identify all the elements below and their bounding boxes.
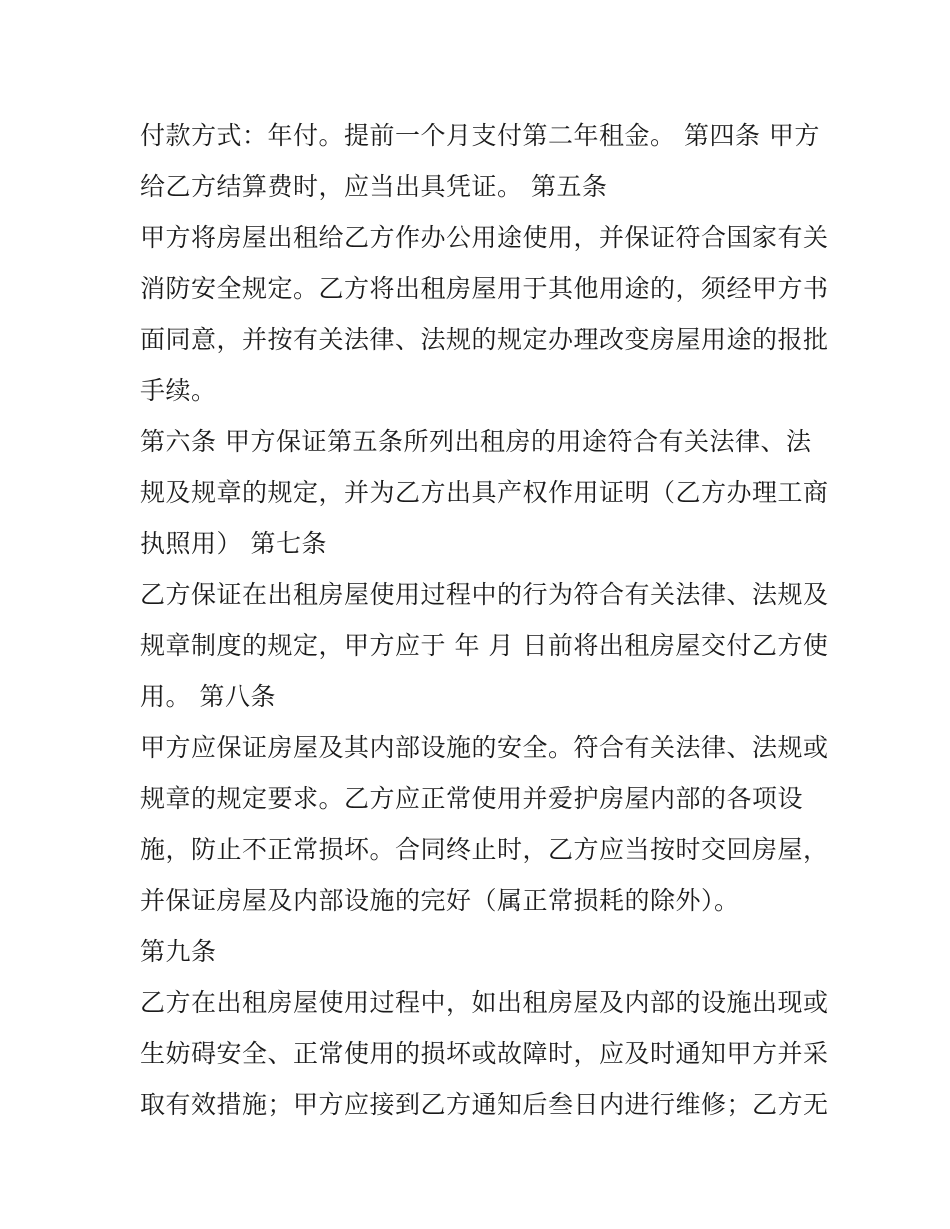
text-line: 规及规章的规定，并为乙方出具产权作用证明（乙方办理工商 bbox=[140, 478, 829, 507]
text-line: 给乙方结算费时，应当出具凭证。 第五条 bbox=[140, 172, 608, 201]
text-line: 甲方将房屋出租给乙方作办公用途使用，并保证符合国家有关 bbox=[140, 223, 829, 252]
text-line: 手续。 bbox=[140, 376, 217, 405]
text-line: 第六条 甲方保证第五条所列出租房的用途符合有关法律、法 bbox=[140, 427, 812, 456]
text-line: 甲方应保证房屋及其内部设施的安全。符合有关法律、法规或 bbox=[140, 733, 829, 762]
text-line: 消防安全规定。乙方将出租房屋用于其他用途的，须经甲方书 bbox=[140, 274, 829, 303]
text-line: 施，防止不正常损坏。合同终止时，乙方应当按时交回房屋， bbox=[140, 835, 829, 864]
text-line: 乙方保证在出租房屋使用过程中的行为符合有关法律、法规及 bbox=[140, 580, 829, 609]
document-body bbox=[140, 110, 829, 1130]
text-line: 规章制度的规定，甲方应于 年 月 日前将出租房屋交付乙方使 bbox=[140, 631, 829, 660]
text-line: 面同意，并按有关法律、法规的规定办理改变房屋用途的报批 bbox=[140, 325, 829, 354]
text-line: 付款方式：年付。提前一个月支付第二年租金。 第四条 甲方 bbox=[140, 121, 820, 150]
text-line: 规章的规定要求。乙方应正常使用并爱护房屋内部的各项设 bbox=[140, 784, 804, 813]
text-line: 用。 第八条 bbox=[140, 682, 276, 711]
text-line: 乙方在出租房屋使用过程中，如出租房屋及内部的设施出现或 bbox=[140, 988, 829, 1017]
text-line: 第九条 bbox=[140, 937, 217, 966]
text-line: 取有效措施；甲方应接到乙方通知后叁日内进行维修；乙方无 bbox=[140, 1090, 829, 1119]
text-line: 执照用） 第七条 bbox=[140, 529, 327, 558]
text-line: 并保证房屋及内部设施的完好（属正常损耗的除外）。 bbox=[140, 886, 740, 915]
text-line: 生妨碍安全、正常使用的损坏或故障时，应及时通知甲方并采 bbox=[140, 1039, 829, 1068]
